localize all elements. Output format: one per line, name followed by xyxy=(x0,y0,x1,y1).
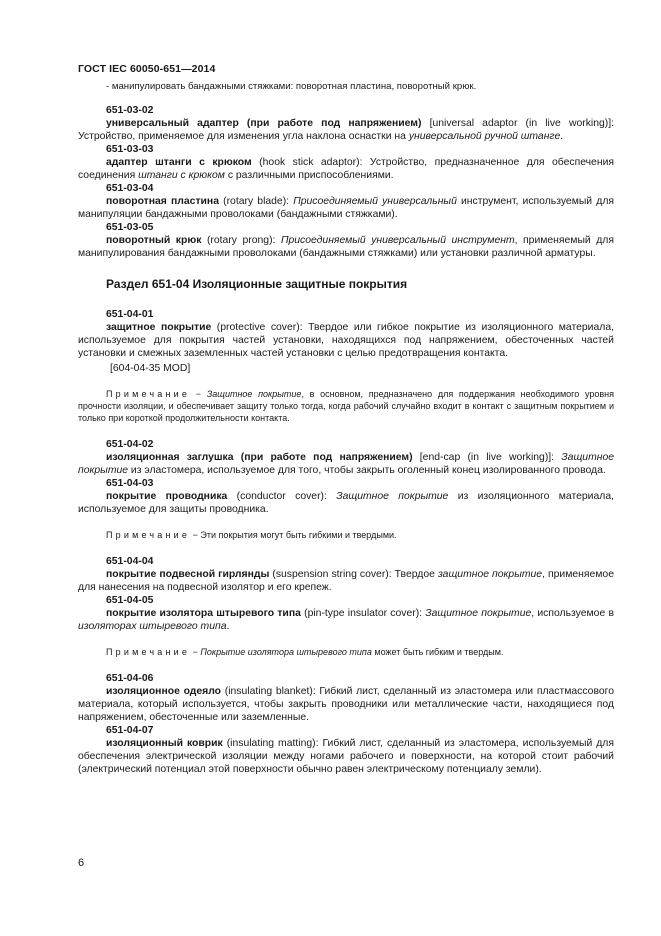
term-italic: защитное покрытие xyxy=(437,569,543,580)
term-id: 651-04-01 xyxy=(106,309,154,320)
term-italic: универсальной ручной штанге xyxy=(408,131,561,142)
note xyxy=(78,388,614,424)
term-id: 651-04-02 xyxy=(106,439,154,450)
intro-line: - манипулировать бандажными стяжками: поворотная пластина, поворотный крюк. xyxy=(106,81,477,92)
term-definition xyxy=(78,568,614,594)
source-reference: [604-04-35 MOD] xyxy=(110,363,191,374)
term-definition xyxy=(78,685,614,724)
term-name: покрытие изолятора штыревого типа xyxy=(106,608,301,619)
term-tail: с различными приспособлениями. xyxy=(224,170,394,181)
term-name: поворотный крюк xyxy=(106,235,202,246)
term-name: адаптер штанги с крюком xyxy=(106,157,252,168)
term-tail: . xyxy=(226,621,230,632)
term-italic: Присоединяемый универсальный xyxy=(293,196,457,207)
term-id: 651-03-03 xyxy=(106,144,154,155)
page-number: 6 xyxy=(78,857,85,869)
note-text: может быть гибким и твердым. xyxy=(371,647,504,657)
term-id: 651-04-07 xyxy=(106,725,154,736)
term-text: (hook stick adaptor): Устройство, предназначенное для обеспечения соединения xyxy=(78,157,615,181)
term-id: 651-04-06 xyxy=(106,673,154,684)
term-name: защитное покрытие xyxy=(106,322,212,333)
term-italic: изоляторах штыревого типа xyxy=(78,621,227,632)
term-definition xyxy=(78,234,614,260)
term-text: (pin-type insulator cover): xyxy=(300,608,426,619)
term-id: 651-03-02 xyxy=(106,105,154,116)
term-text: (insulating matting): Гибкий лист, сделанный из эластомера, используемый для обеспечения электрической изоляции между ногами рабочего и поверхности, на которой стоит рабочий (электрический потенциал этой поверхности обычно равен электрическому потенциалу земли). xyxy=(78,738,614,775)
note-italic: Покрытие изолятора штыревого типа xyxy=(200,647,372,657)
term-tail: , используемое в xyxy=(531,608,614,619)
term-name: поворотная пластина xyxy=(106,196,219,207)
term-text: [universal adaptor (in live working)]: Устройство, применяемое для изменения угла наклона оснастки на xyxy=(78,118,614,142)
note-text: , в основном, предназначено для поддержания необходимого уровня прочности изоляции, и обеспечивает защиту только тогда, когда рабочий случайно входит в контакт с защитным покрытием и только при короткой продолжительности контакта. xyxy=(78,389,615,423)
term-tail: . xyxy=(560,131,564,142)
term-text: (conductor cover): xyxy=(227,491,337,502)
term-definition xyxy=(78,195,614,221)
term-definition xyxy=(78,737,614,776)
term-italic: штанги с крюком xyxy=(138,170,225,181)
term-id: 651-03-05 xyxy=(106,222,154,233)
term-definition xyxy=(78,451,614,477)
term-italic: Присоединяемый универсальный инструмент xyxy=(280,235,515,246)
term-id: 651-04-05 xyxy=(106,595,154,606)
note-dash: − xyxy=(190,530,201,540)
term-tail: , применяемый для манипулирования бандажными проволоками (бандажными стяжками) или установки различной арматуры. xyxy=(78,235,614,259)
term-text: (suspension string cover): Твердое xyxy=(269,569,438,580)
term-tail: инструмент, используемый для манипуляции бандажными проволоками (бандажными стяжками). xyxy=(78,196,615,220)
standard-header: ГОСТ IEC 60050-651—2014 xyxy=(78,63,216,75)
note-italic: Защитное покрытие xyxy=(206,389,302,399)
term-name: изоляционное одеяло xyxy=(106,686,222,697)
note-label: Примечание xyxy=(106,530,191,540)
note xyxy=(78,529,614,541)
term-tail: из эластомера, используемое для того, чтобы закрыть оголенный конец изолированного провода. xyxy=(128,465,606,476)
term-definition xyxy=(78,321,614,360)
term-text: (rotary blade): xyxy=(218,196,294,207)
term-id: 651-03-04 xyxy=(106,183,154,194)
term-name: покрытие проводника xyxy=(106,491,228,502)
term-text: (insulating blanket): Гибкий лист, сделанный из эластомера или пластмассового материала, который используется, чтобы закрыть проводники или металлические части, находящиеся под напряжением, обесточенные или заземленные. xyxy=(78,686,614,723)
term-definition xyxy=(78,117,614,143)
term-italic: Защитное покрытие xyxy=(78,452,615,476)
note-label: Примечание xyxy=(106,647,191,657)
term-italic: Защитное покрытие xyxy=(425,608,532,619)
note-dash: − xyxy=(190,647,201,657)
note-label: Примечание xyxy=(106,389,191,399)
page-content xyxy=(78,80,614,776)
term-tail: из изоляционного материала, используемое для защиты проводника. xyxy=(78,491,614,515)
note xyxy=(78,646,614,658)
note-dash: − xyxy=(190,389,207,399)
term-definition xyxy=(78,156,614,182)
term-definition xyxy=(78,490,614,516)
term-id: 651-04-03 xyxy=(106,478,154,489)
term-id: 651-04-04 xyxy=(106,556,154,567)
term-definition xyxy=(78,607,614,633)
term-name: универсальный адаптер (при работе под напряжением) xyxy=(106,118,422,129)
term-italic: Защитное покрытие xyxy=(336,491,449,502)
term-name: изоляционный коврик xyxy=(106,738,223,749)
term-name: покрытие подвесной гирлянды xyxy=(106,569,270,580)
term-text: (protective cover): Твердое или гибкое покрытие из изоляционного материала, используемое для покрытия частей установки, находящихся под напряжением, обесточенных частей установки и смежных заземленных частей установки с целью предотвращения контакта. xyxy=(78,322,614,359)
term-tail: , применяемое для нанесения на подвесной изолятор и его крепеж. xyxy=(78,569,614,593)
note-text: Эти покрытия могут быть гибкими и твердыми. xyxy=(200,530,397,540)
section-title: Раздел 651-04 Изоляционные защитные покрытия xyxy=(106,277,408,291)
term-text: (rotary prong): xyxy=(201,235,281,246)
term-text: [end-cap (in live working)]: xyxy=(412,452,562,463)
term-name: изоляционная заглушка (при работе под напряжением) xyxy=(106,452,413,463)
